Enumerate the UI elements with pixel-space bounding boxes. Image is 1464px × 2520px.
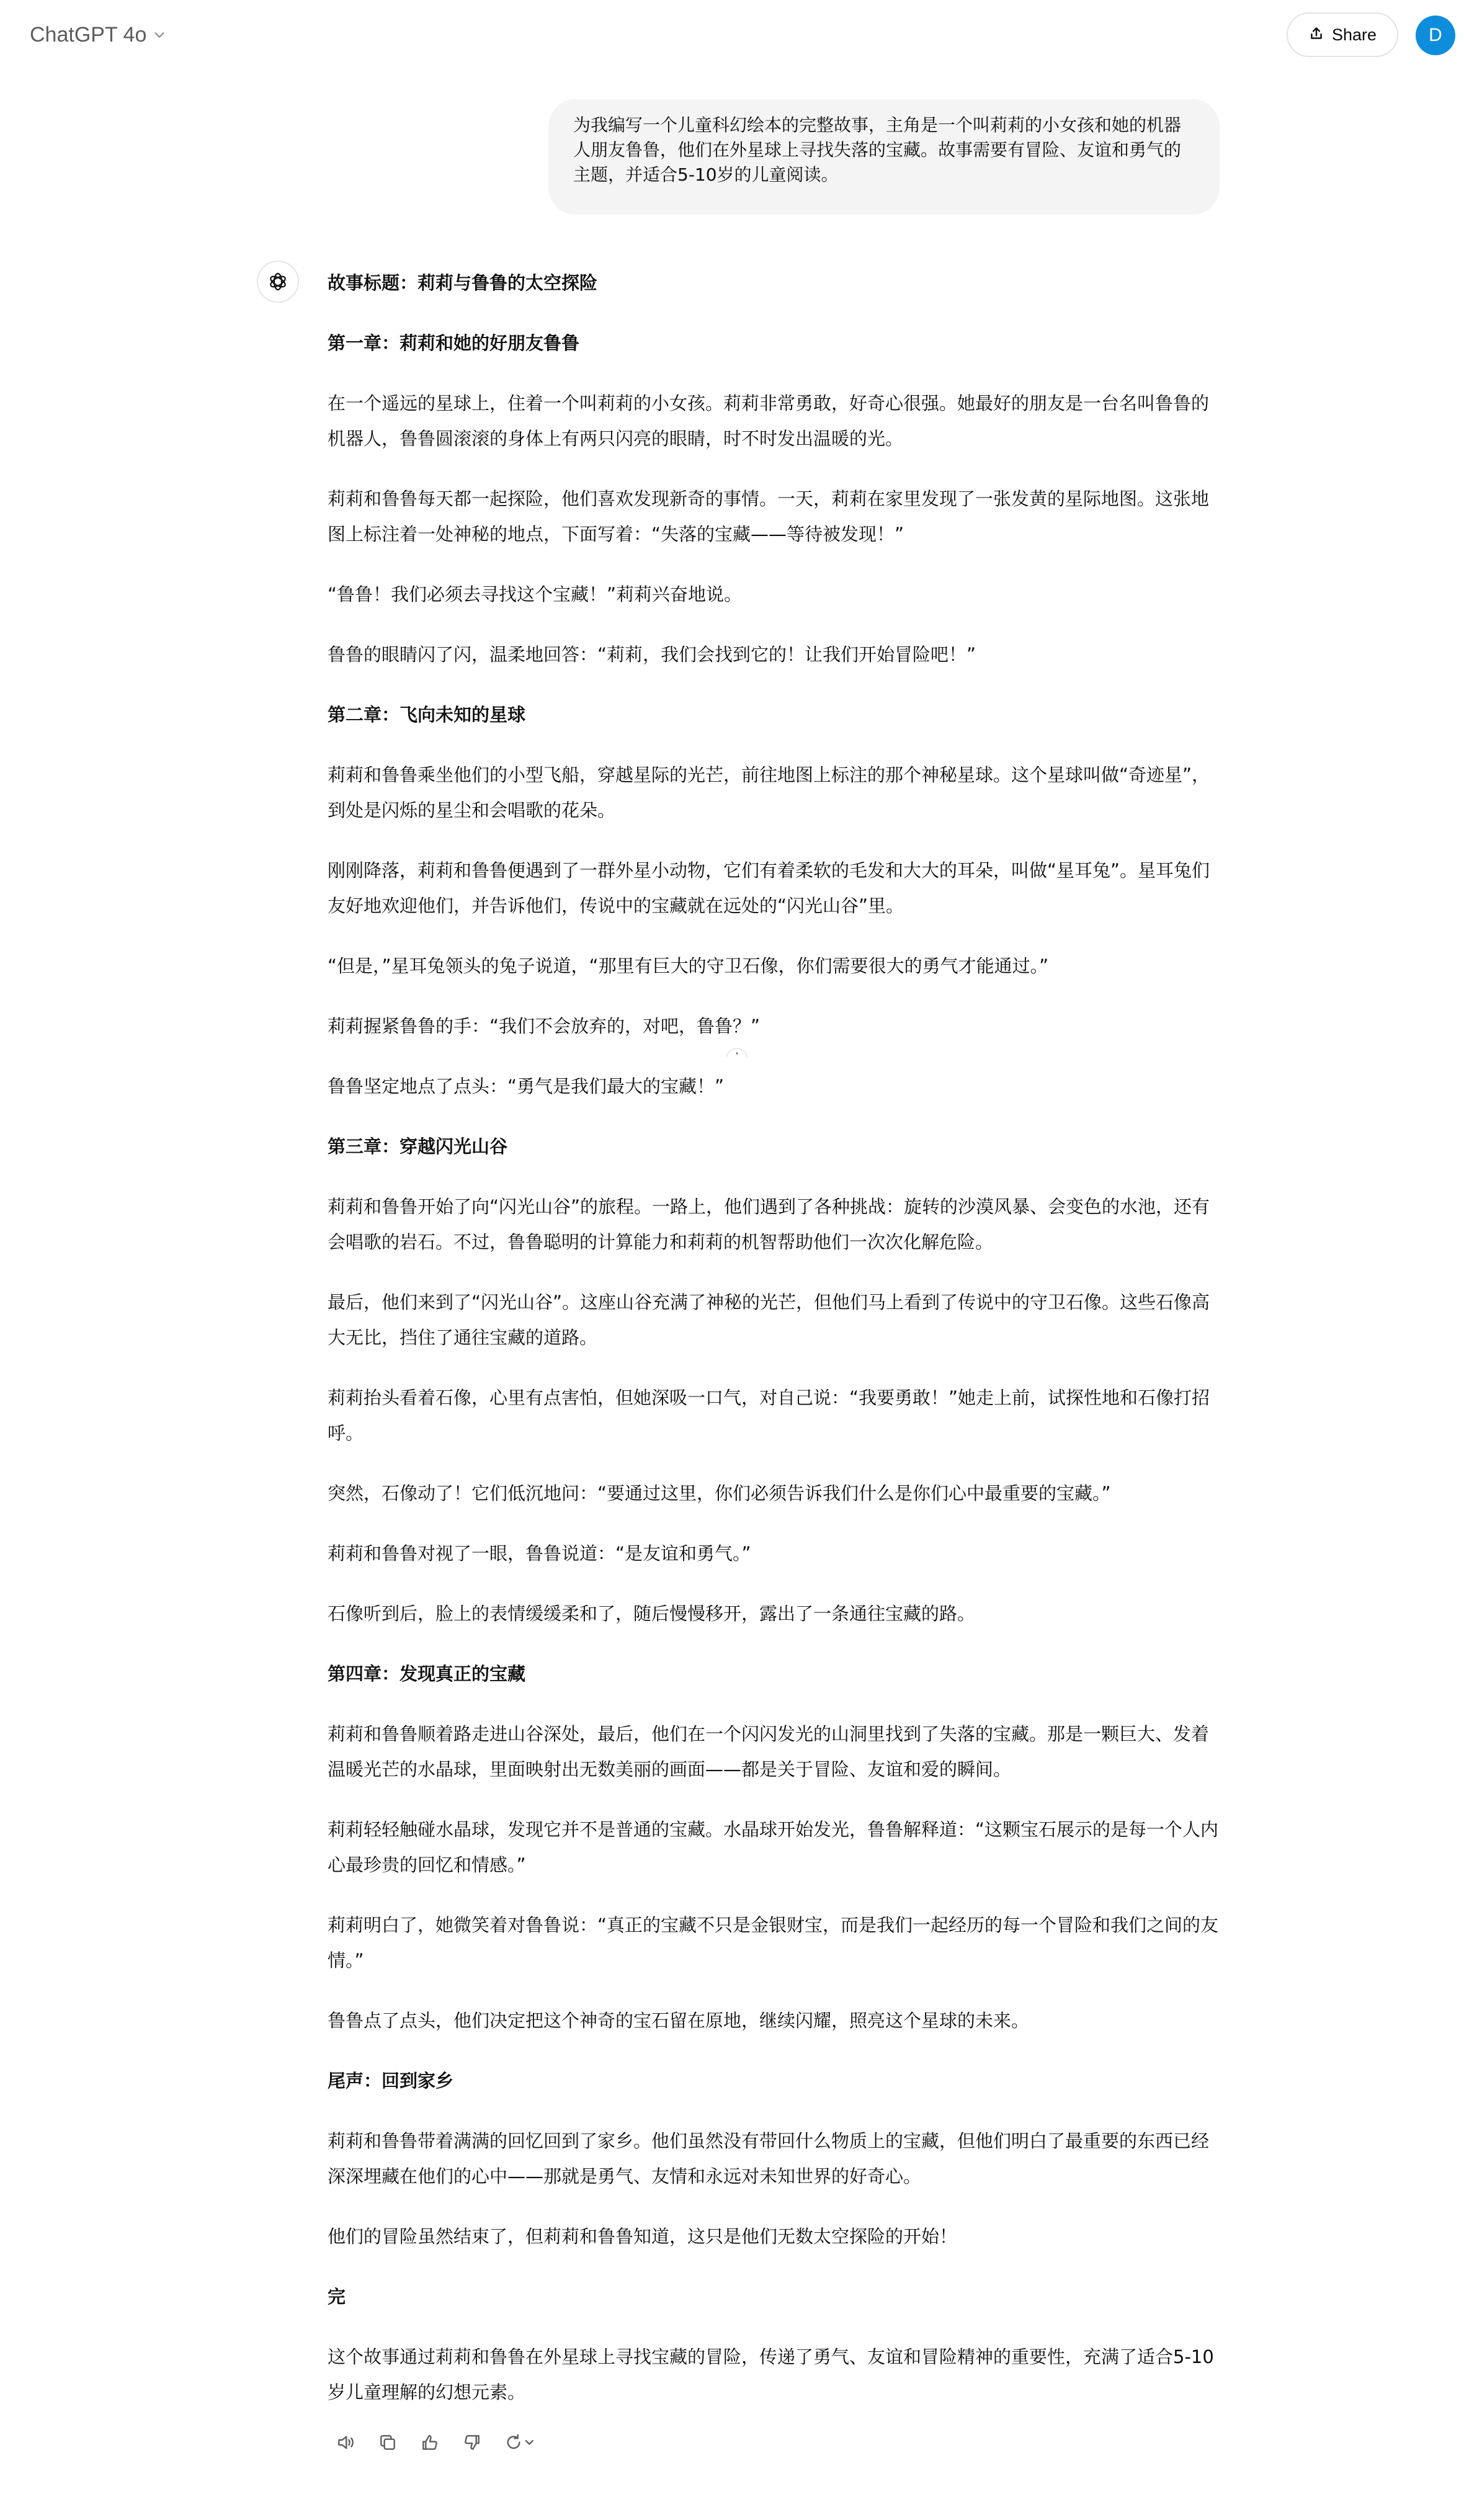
chapter-heading: 第四章：发现真正的宝藏 (328, 1663, 526, 1684)
paragraph: 莉莉和鲁鲁每天都一起探险，他们喜欢发现新奇的事情。一天，莉莉在家里发现了一张发黄的星际地图。这张地图上标注着一处神秘的地点，下面写着：“失落的宝藏——等待被发现！” (328, 488, 1210, 545)
assistant-message (328, 266, 1221, 2435)
chatgpt-logo-icon (257, 261, 299, 303)
share-icon (1308, 25, 1324, 44)
paragraph: 莉莉和鲁鲁顺着路走进山谷深处，最后，他们在一个闪闪发光的山洞里找到了失落的宝藏。那是一颗巨大、发着温暖光芒的水晶球，里面映射出无数美丽的画面——都是关于冒险、友谊和爱的瞬间。 (328, 1723, 1210, 1780)
user-message-bubble: 为我编写一个儿童科幻绘本的完整故事，主角是一个叫莉莉的小女孩和她的机器人朋友鲁鲁，他们在外星球上寻找失落的宝藏。故事需要有冒险、友谊和勇气的主题，并适合5-10岁的儿童阅读。 (548, 99, 1220, 215)
paragraph: 莉莉和鲁鲁对视了一眼，鲁鲁说道：“是友谊和勇气。” (328, 1543, 751, 1564)
avatar[interactable]: D (1416, 16, 1455, 55)
chapter-heading: 第一章：莉莉和她的好朋友鲁鲁 (328, 333, 580, 354)
paragraph: 莉莉握紧鲁鲁的手：“我们不会放弃的，对吧，鲁鲁？” (328, 1016, 761, 1037)
model-selector[interactable] (30, 19, 166, 51)
paragraph: 突然，石像动了！它们低沉地问：“要通过这里，你们必须告诉我们什么是你们心中最重要的宝藏。” (328, 1483, 1111, 1504)
regenerate-icon[interactable] (496, 2424, 546, 2460)
message-actions (328, 2424, 546, 2460)
paragraph: 莉莉明白了，她微笑着对鲁鲁说：“真正的宝藏不只是金银财宝，而是我们一起经历的每一个冒险和我们之间的友情。” (328, 1915, 1219, 1971)
share-button[interactable] (1287, 12, 1398, 57)
paragraph: 莉莉抬头看着石像，心里有点害怕，但她深吸一口气，对自己说：“我要勇敢！”她走上前，试探性地和石像打招呼。 (328, 1387, 1210, 1444)
paragraph: 莉莉和鲁鲁带着满满的回忆回到了家乡。他们虽然没有带回什么物质上的宝藏，但他们明白了最重要的东西已经深深埋藏在他们的心中——那就是勇气、友情和永远对未知世界的好奇心。 (328, 2130, 1210, 2187)
paragraph: 他们的冒险虽然结束了，但莉莉和鲁鲁知道，这只是他们无数太空探险的开始！ (328, 2226, 958, 2247)
paragraph: 莉莉轻轻触碰水晶球，发现它并不是普通的宝藏。水晶球开始发光，鲁鲁解释道：“这颗宝石展示的是每一个人内心最珍贵的回忆和情感。” (328, 1819, 1219, 1875)
chapter-heading: 完 (328, 2286, 346, 2307)
chapter-heading: 第二章：飞向未知的星球 (328, 704, 526, 725)
paragraph: 刚刚降落，莉莉和鲁鲁便遇到了一群外星小动物，它们有着柔软的毛发和大大的耳朵，叫做“星耳兔”。星耳兔们友好地欢迎他们，并告诉他们，传说中的宝藏就在远处的“闪光山谷”里。 (328, 860, 1210, 916)
paragraph: 这个故事通过莉莉和鲁鲁在外星球上寻找宝藏的冒险，传递了勇气、友谊和冒险精神的重要性，充满了适合5-10岁儿童理解的幻想元素。 (328, 2346, 1214, 2403)
paragraph: 莉莉和鲁鲁乘坐他们的小型飞船，穿越星际的光芒，前往地图上标注的那个神秘星球。这个星球叫做“奇迹星”，到处是闪烁的星尘和会唱歌的花朵。 (328, 764, 1210, 821)
chapter-heading: 第三章：穿越闪光山谷 (328, 1136, 508, 1157)
paragraph: 石像听到后，脸上的表情缓缓柔和了，随后慢慢移开，露出了一条通往宝藏的路。 (328, 1603, 976, 1624)
copy-icon[interactable] (370, 2424, 406, 2460)
paragraph: 鲁鲁坚定地点了点头：“勇气是我们最大的宝藏！” (328, 1076, 725, 1097)
paragraph: “鲁鲁！我们必须去寻找这个宝藏！”莉莉兴奋地说。 (328, 584, 743, 605)
paragraph: “但是，”星耳兔领头的兔子说道，“那里有巨大的守卫石像，你们需要很大的勇气才能通过。” (328, 955, 1049, 976)
story-title: 故事标题：莉莉与鲁鲁的太空探险 (328, 272, 598, 293)
share-label: Share (1331, 25, 1377, 44)
paragraph: 鲁鲁点了点头，他们决定把这个神奇的宝石留在原地，继续闪耀，照亮这个星球的未来。 (328, 2010, 1030, 2031)
paragraph: 莉莉和鲁鲁开始了向“闪光山谷”的旅程。一路上，他们遇到了各种挑战：旋转的沙漠风暴、会变色的水池，还有会唱歌的岩石。不过，鲁鲁聪明的计算能力和莉莉的机智帮助他们一次次化解危险。 (328, 1196, 1210, 1253)
thumbs-down-icon[interactable] (454, 2424, 490, 2460)
top-bar (0, 0, 1464, 69)
paragraph: 鲁鲁的眼睛闪了闪，温柔地回答：“莉莉，我们会找到它的！让我们开始冒险吧！” (328, 644, 976, 665)
chapter-heading: 尾声：回到家乡 (328, 2070, 454, 2091)
model-name: ChatGPT 4o (30, 22, 147, 47)
chevron-down-icon (153, 28, 166, 42)
paragraph: 最后，他们来到了“闪光山谷”。这座山谷充满了神秘的光芒，但他们马上看到了传说中的守卫石像。这些石像高大无比，挡住了通往宝藏的道路。 (328, 1292, 1210, 1348)
scroll-indicator[interactable] (725, 1047, 749, 1060)
read-aloud-icon[interactable] (328, 2424, 364, 2460)
paragraph: 在一个遥远的星球上，住着一个叫莉莉的小女孩。莉莉非常勇敢，好奇心很强。她最好的朋友是一台名叫鲁鲁的机器人，鲁鲁圆滚滚的身体上有两只闪亮的眼睛，时不时发出温暖的光。 (328, 393, 1210, 449)
thumbs-up-icon[interactable] (412, 2424, 448, 2460)
